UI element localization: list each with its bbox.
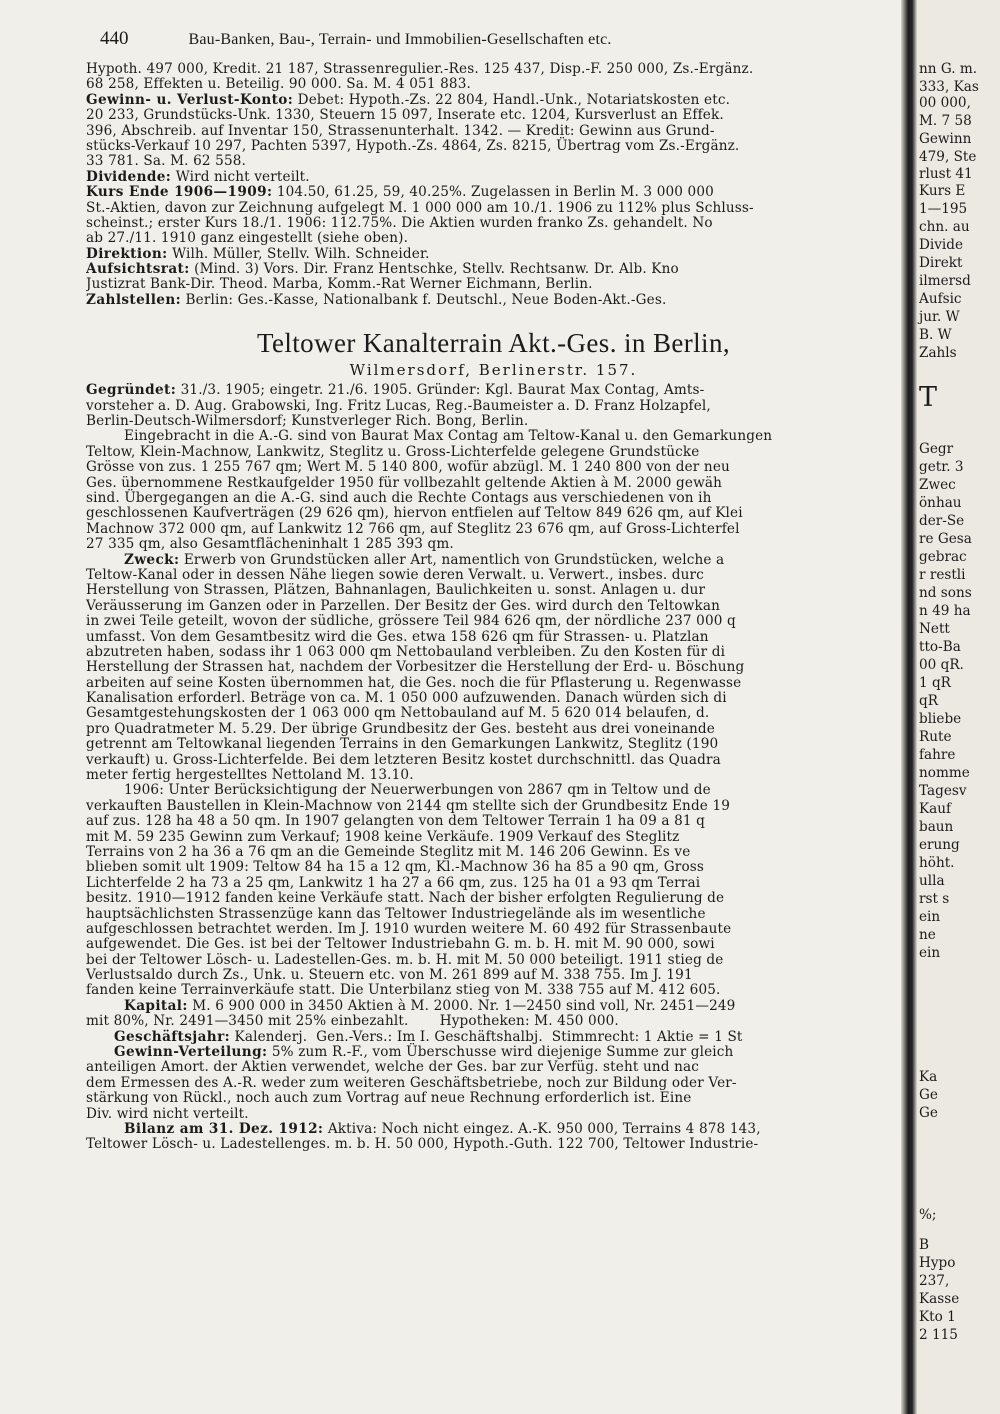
adjacent-page-text: ne (919, 927, 936, 943)
line-text: dem Ermessen des A.-R. weder zum weiteren Geschäftsbetriebe, noch zur Bildung oder Ver- (86, 1074, 737, 1091)
adjacent-page-text: Kurs E (919, 183, 966, 199)
line-text: 396, Abschreib. auf Inventar 150, Strassenunterhalt. 1342. — Kredit: Gewinn aus Grund- (86, 122, 715, 139)
text-line (86, 124, 901, 139)
line-text: Gesamtgestehungskosten der 1 063 000 qm Nettobauland auf M. 5 620 014 belaufen, d. (86, 705, 710, 722)
text-line (86, 1091, 901, 1106)
adjacent-page-text: 00 000, (919, 95, 971, 111)
adjacent-page-text: baun (919, 819, 954, 835)
adjacent-page-text: Kasse (919, 1291, 960, 1307)
text-line (86, 999, 901, 1014)
text-line (86, 476, 901, 491)
text-line (86, 845, 901, 860)
adjacent-page-text: fahre (919, 747, 956, 763)
line-text: Wilh. Müller, Stellv. Wilh. Schneider. (167, 245, 430, 262)
adjacent-page-text: Rute (919, 729, 952, 745)
text-line (86, 583, 901, 598)
text-line (86, 783, 901, 798)
line-text: verkauften Baustellen in Klein-Machnow von 2144 qm stellte sich der Grundbesitz Ende 19 (86, 797, 731, 814)
line-text: 68 258, Effekten u. Beteilig. 90 000. Sa. M. 4 051 883. (86, 76, 471, 93)
adjacent-page-text: rst s (919, 891, 950, 907)
text-line (86, 277, 901, 292)
adjacent-page-text: 1 qR (919, 675, 951, 691)
line-text: Eingebracht in die A.-G. sind von Baurat Max Contag am Teltow-Kanal u. den Gemarkungen (124, 428, 773, 445)
line-text: 27 335 qm, also Gesamtflächeninhalt 1 285 393 qm. (86, 536, 454, 553)
line-text: Teltow, Klein-Machnow, Lankwitz, Steglitz u. Gross-Lichterfelde gelegene Grundstücke (86, 443, 700, 460)
line-text: meter fertig hergestelltes Nettoland M. 13.10. (86, 767, 414, 784)
line-text: (Mind. 3) Vors. Dir. Franz Hentschke, Stellv. Rechtsanw. Dr. Alb. Kno (189, 261, 679, 278)
line-text: Verlustsaldo durch Zs., Unk. u. Steuern etc. von M. 261 899 auf M. 338 755. Im J. 191 (86, 967, 693, 984)
text-line (86, 891, 901, 906)
text-line (86, 262, 901, 277)
text-line (86, 293, 901, 308)
text-line (86, 907, 901, 922)
adjacent-page-text: erung (919, 837, 960, 853)
section-label: Aufsichtsrat: (86, 261, 190, 278)
company-address: Wilmersdorf, Berlinerstr. 157. (349, 361, 638, 380)
previous-company-entry (86, 62, 901, 308)
line-text: St.-Aktien, davon zur Zeichnung aufgelegt M. 1 000 000 am 10./1. 1906 zu 112% plus Schluss- (86, 199, 754, 216)
adjacent-page-text: T (919, 382, 938, 413)
section-label: Direktion: (86, 245, 168, 262)
line-text: aufgeschlossen betrachtet werden. Im J. 1910 wurden weitere M. 60 492 für Strassenbaute (86, 920, 732, 937)
line-text: Justizrat Bank-Dir. Theod. Marba, Komm.-Rat Werner Eichmann, Berlin. (86, 276, 593, 293)
adjacent-page-text: Ge (919, 1105, 938, 1121)
adjacent-page-text: 479, Ste (919, 149, 977, 165)
line-text: Machnow 372 000 qm, auf Lankwitz 12 766 qm, auf Steglitz 23 676 qm, auf Gross-Lichterfel (86, 520, 740, 537)
text-line (86, 1122, 901, 1137)
line-text: arbeiten auf seine Kosten übernommen hat, die Ges. noch die für Pflasterung u. Regenwasse (86, 674, 742, 691)
line-text: sind. Übergegangen an die A.-G. sind auch die Rechte Contags aus verschiedenen von ih (86, 489, 712, 506)
line-text: Wird nicht verteilt. (171, 168, 310, 185)
line-text: stärkung von Rückl., noch auch zum Vortrag auf neue Rechnung erforderlich ist. Eine (86, 1090, 692, 1107)
text-line (86, 108, 901, 123)
text-line (86, 876, 901, 891)
text-line (86, 506, 901, 521)
adjacent-page-text: M. 7 58 (919, 113, 972, 129)
adjacent-page-text: Hypo (919, 1255, 956, 1271)
section-label: Geschäftsjahr: (114, 1028, 231, 1045)
text-line (86, 1107, 901, 1122)
adjacent-page-text: Ge (919, 1087, 938, 1103)
adjacent-page-text: bliebe (919, 711, 962, 727)
section-label: Zweck: (124, 551, 180, 568)
line-text: Debet: Hypoth.-Zs. 22 804, Handl.-Unk., Notariatskosten etc. (293, 91, 731, 108)
adjacent-page-text: tto-Ba (919, 639, 961, 655)
section-label: Dividende: (86, 168, 172, 185)
text-line (86, 676, 901, 691)
adjacent-page-text: chn. au (919, 219, 970, 235)
section-label: Zahlstellen: (86, 291, 182, 308)
text-line (86, 216, 901, 231)
text-line (86, 1045, 901, 1060)
text-line (86, 429, 901, 444)
line-text: blieben somit ult 1909: Teltow 84 ha 15 a 12 qm, Kl.-Machnow 36 ha 85 a 90 qm, Gross (86, 859, 705, 876)
text-line (86, 599, 901, 614)
line-text: besitz. 1910—1912 fanden keine Verkäufe statt. Nach der bisher erfolgten Regulierung de (86, 890, 725, 907)
text-line (86, 553, 901, 568)
line-text: aufgewendet. Die Ges. ist bei der Teltower Industriebahn G. m. b. H. mit M. 90 000, sowi (86, 936, 715, 953)
text-line (86, 922, 901, 937)
adjacent-page-text: B. W (919, 327, 952, 343)
line-text: Aktiva: Noch nicht eingez. A.-K. 950 000, Terrains 4 878 143, (323, 1121, 761, 1137)
text-line (86, 491, 901, 506)
text-line (86, 231, 901, 246)
text-line (86, 860, 901, 875)
adjacent-page-text: 237, (919, 1273, 950, 1289)
text-line (86, 691, 901, 706)
adjacent-page-text: 00 qR. (919, 657, 964, 673)
adjacent-page-text: Divide (919, 237, 964, 253)
text-line (86, 139, 901, 154)
adjacent-page-text: 333, Kas (919, 79, 979, 95)
line-text: Ges. übernommene Restkaufgelder 1950 für vollbezahlt geltende Aktien à M. 2000 gewäh (86, 474, 723, 491)
adjacent-page-text: nn G. m. (919, 61, 978, 77)
adjacent-page-text: höht. (919, 855, 955, 871)
adjacent-page-text: 2 115 (919, 1327, 958, 1343)
adjacent-page-text: B (919, 1237, 929, 1253)
line-text: verkauft) u. Gross-Lichterfelde. Bei dem letzteren Besitz kostet durchschnittl. das Quadra (86, 751, 721, 768)
section-label: Gewinn-Verteilung: (114, 1044, 268, 1061)
line-text: fanden keine Terrainverkäufe statt. Die Unterbilanz stieg von M. 338 755 auf M. 412 605. (86, 982, 721, 999)
adjacent-page-text: qR (919, 693, 938, 709)
text-line (86, 445, 901, 460)
line-text: 5% zum R.-F., vom Überschusse wird diejenige Summe zur gleich (267, 1044, 734, 1061)
line-text: scheinst.; erster Kurs 18./1. 1906: 112.75%. Die Aktien wurden franko Zs. gehandelt. No (86, 214, 713, 231)
text-line (86, 753, 901, 768)
line-text: 33 781. Sa. M. 62 558. (86, 153, 247, 170)
text-line (86, 170, 901, 185)
line-text: 104.50, 61.25, 59, 40.25%. Zugelassen in Berlin M. 3 000 000 (272, 184, 714, 201)
adjacent-page-text: ein (919, 945, 941, 961)
text-line (86, 93, 901, 108)
adjacent-page-text: gebrac (919, 549, 967, 565)
adjacent-page-text: Ka (919, 1069, 938, 1085)
line-text: Herstellung von Strassen, Plätzen, Bahnanlagen, Baulichkeiten u. sonst. Anlagen u. dur (86, 582, 706, 599)
adjacent-page-text: re Gesa (919, 531, 972, 547)
line-text: Hypoth. 497 000, Kredit. 21 187, Strassenregulier.-Res. 125 437, Disp.-F. 250 000, Zs.-Ergänz. (86, 62, 754, 77)
adjacent-page-text: r restli (919, 567, 966, 583)
text-line (86, 537, 901, 552)
page-number: 440 (100, 28, 129, 49)
line-text: Grösse von zus. 1 255 767 qm; Wert M. 5 140 800, wofür abzügl. M. 1 240 800 von der neu (86, 459, 730, 476)
text-line (86, 154, 901, 169)
text-line (86, 645, 901, 660)
line-text: 1906: Unter Berücksichtigung der Neuerwerbungen von 2867 qm in Teltow und de (124, 782, 711, 799)
line-text: Kalenderj. Gen.-Vers.: Im I. Geschäftshalbj. Stimmrecht: 1 Aktie = 1 St (230, 1028, 743, 1045)
line-text: auf zus. 128 ha 48 a 50 qm. In 1907 gelangten von dem Teltower Terrain 1 ha 09 a 81 q (86, 813, 705, 830)
line-text: abzutreten haben, sodass ihr 1 063 000 qm Nettobauland verbleiben. Zu den Kosten für di (86, 643, 726, 660)
line-text: anteiligen Amort. der Aktien verwendet, welche der Ges. bar zur Verfüg. steht und nac (86, 1059, 700, 1076)
text-line (86, 983, 901, 998)
adjacent-page-text: Tagesv (919, 783, 967, 799)
adjacent-page-text: Nett (919, 621, 950, 637)
line-text: 31./3. 1905; eingetr. 21./6. 1905. Gründer: Kgl. Baurat Max Contag, Amts- (176, 383, 705, 399)
text-line (86, 414, 901, 429)
text-line (86, 185, 901, 200)
adjacent-page-text: getr. 3 (919, 459, 964, 475)
section-label: Bilanz am 31. Dez. 1912: (124, 1121, 324, 1137)
text-line (86, 768, 901, 783)
adjacent-page-text: Kto 1 (919, 1309, 956, 1325)
text-line (86, 630, 901, 645)
line-text: umfasst. Von dem Gesamtbesitz wird die Ges. etwa 158 626 qm für Strassen- u. Platzlan (86, 628, 709, 645)
text-line (86, 1014, 901, 1029)
text-line (86, 62, 901, 77)
adjacent-page-text: nd sons (919, 585, 972, 601)
adjacent-page-text: rlust 41 (919, 166, 973, 182)
line-text: hauptsächlichsten Strassenzüge kann das Teltower Industriegelände als im wesentliche (86, 905, 706, 922)
line-text: ab 27./11. 1910 ganz eingestellt (siehe oben). (86, 230, 409, 247)
line-text: Kanalisation erforderl. Beträge von ca. M. 1 050 000 aufzuwenden. Danach würden sich di (86, 690, 727, 707)
line-text: Berlin: Ges.-Kasse, Nationalbank f. Deutschl., Neue Boden-Akt.-Ges. (181, 291, 667, 308)
adjacent-page-text: Direkt (919, 255, 963, 271)
text-line (86, 522, 901, 537)
adjacent-page-text: Aufsic (919, 291, 962, 307)
main-page (86, 28, 901, 1408)
text-line (86, 247, 901, 262)
company-title: Teltower Kanalterrain Akt.-Ges. in Berlin, (256, 328, 731, 359)
text-line (86, 1030, 901, 1045)
line-text: Erwerb von Grundstücken aller Art, namentlich von Grundstücken, welche a (179, 551, 725, 568)
line-text: Div. wird nicht verteilt. (86, 1105, 249, 1122)
running-title: Bau-Banken, Bau-, Terrain- und Immobilien-Gesellschaften etc. (188, 31, 612, 48)
page-header (86, 28, 901, 62)
text-line (86, 614, 901, 629)
adjacent-page-text: Gewinn (919, 131, 972, 147)
adjacent-page-text: nomme (919, 765, 970, 781)
text-line (86, 706, 901, 721)
line-text: bei der Teltower Lösch- u. Ladestellen-Ges. m. b. H. mit M. 50 000 beteiligt. 1911 stieg de (86, 951, 724, 968)
text-line (86, 460, 901, 475)
text-line (86, 399, 901, 414)
adjacent-page-text: Gegr (919, 441, 954, 457)
adjacent-page-text: der-Se (919, 513, 965, 529)
section-label: Gegründet: (86, 383, 177, 399)
line-text: Herstellung der Strassen hat, nachdem der Vorbesitzer die Herstellung der Erd- u. Böschung (86, 659, 745, 676)
text-line (86, 568, 901, 583)
line-text: 20 233, Grundstücks-Unk. 1330, Steuern 15 097, Inserate etc. 1204, Kursverlust an Effek. (86, 107, 724, 124)
adjacent-page-text: ilmersd (919, 273, 971, 289)
text-line (86, 937, 901, 952)
adjacent-page-fragment (917, 0, 1000, 1414)
text-line (86, 968, 901, 983)
text-line (86, 953, 901, 968)
line-text: Berlin-Deutsch-Wilmersdorf; Kunstverleger Rich. Bong, Berlin. (86, 413, 529, 430)
line-text: geschlossenen Kaufverträgen (29 626 qm), hiervon entfielen auf Teltow 849 626 qm, auf Klei (86, 505, 743, 522)
adjacent-page-text: jur. W (919, 309, 960, 325)
text-line (86, 1076, 901, 1091)
section-label: Kapital: (124, 997, 188, 1014)
text-line (86, 737, 901, 752)
adjacent-page-text: ein (919, 909, 941, 925)
text-line (86, 383, 901, 398)
section-label: Kurs Ende 1906—1909: (86, 184, 273, 201)
line-text: M. 6 900 000 in 3450 Aktien à M. 2000. Nr. 1—2450 sind voll, Nr. 2451—249 (187, 997, 736, 1014)
line-text: stücks-Verkauf 10 297, Pachten 5397, Hypoth.-Zs. 4864, Zs. 8215, Übertrag vom Zs.-Ergänz. (86, 137, 740, 154)
line-text: Teltower Lösch- u. Ladestellenges. m. b. H. 50 000, Hypoth.-Guth. 122 700, Teltower Industrie- (86, 1136, 759, 1153)
adjacent-page-text: Kauf (919, 801, 952, 817)
line-text: in zwei Teile geteilt, wovon der südliche, grössere Teil 984 626 qm, der nördliche 237 000 q (86, 613, 736, 630)
line-text: getrennt am Teltowkanal liegenden Terrains in den Gemarkungen Lankwitz, Steglitz (190 (86, 736, 719, 753)
line-text: pro Quadratmeter M. 5.29. Der übrige Grundbesitz der Ges. besteht aus drei voneinande (86, 720, 715, 737)
text-line (86, 77, 901, 92)
adjacent-page-text: Zwec (919, 477, 956, 493)
adjacent-page-text: %; (919, 1207, 937, 1223)
company-entry-body (86, 383, 901, 1153)
text-line (86, 1060, 901, 1075)
text-line (86, 201, 901, 216)
text-line (86, 814, 901, 829)
section-label: Gewinn- u. Verlust-Konto: (86, 91, 294, 108)
line-text: Lichterfelde 2 ha 73 a 25 qm, Lankwitz 1 ha 27 a 66 qm, zus. 125 ha 01 a 93 qm Terrai (86, 874, 701, 891)
adjacent-page-text: n 49 ha (919, 603, 971, 619)
adjacent-page-text: 1—195 (919, 201, 968, 217)
line-text: Terrains von 2 ha 36 a 76 qm an die Gemeinde Steglitz mit M. 146 206 Gewinn. Es ve (86, 843, 691, 860)
adjacent-page-text: önhau (919, 495, 962, 511)
adjacent-page-text: ulla (919, 873, 945, 889)
text-line (86, 799, 901, 814)
adjacent-page-text: Zahls (919, 345, 957, 361)
text-line (86, 722, 901, 737)
text-line (86, 1137, 901, 1152)
line-text: mit 80%, Nr. 2491—3450 mit 25% einbezahlt. Hypotheken: M. 450 000. (86, 1013, 619, 1030)
text-line (86, 830, 901, 845)
text-line (86, 660, 901, 675)
line-text: Veräusserung im Ganzen oder in Parzellen. Der Besitz der Ges. wird durch den Teltowkan (86, 597, 721, 614)
line-text: vorsteher a. D. Aug. Grabowski, Ing. Fritz Lucas, Reg.-Baumeister a. D. Franz Holzapfel, (86, 397, 711, 414)
line-text: Teltow-Kanal oder in dessen Nähe liegen sowie deren Verwalt. u. Verwert., insbes. durc (86, 566, 704, 583)
book-gutter (901, 0, 917, 1414)
line-text: mit M. 59 235 Gewinn zum Verkauf; 1908 keine Verkäufe. 1909 Verkauf des Steglitz (86, 828, 680, 845)
